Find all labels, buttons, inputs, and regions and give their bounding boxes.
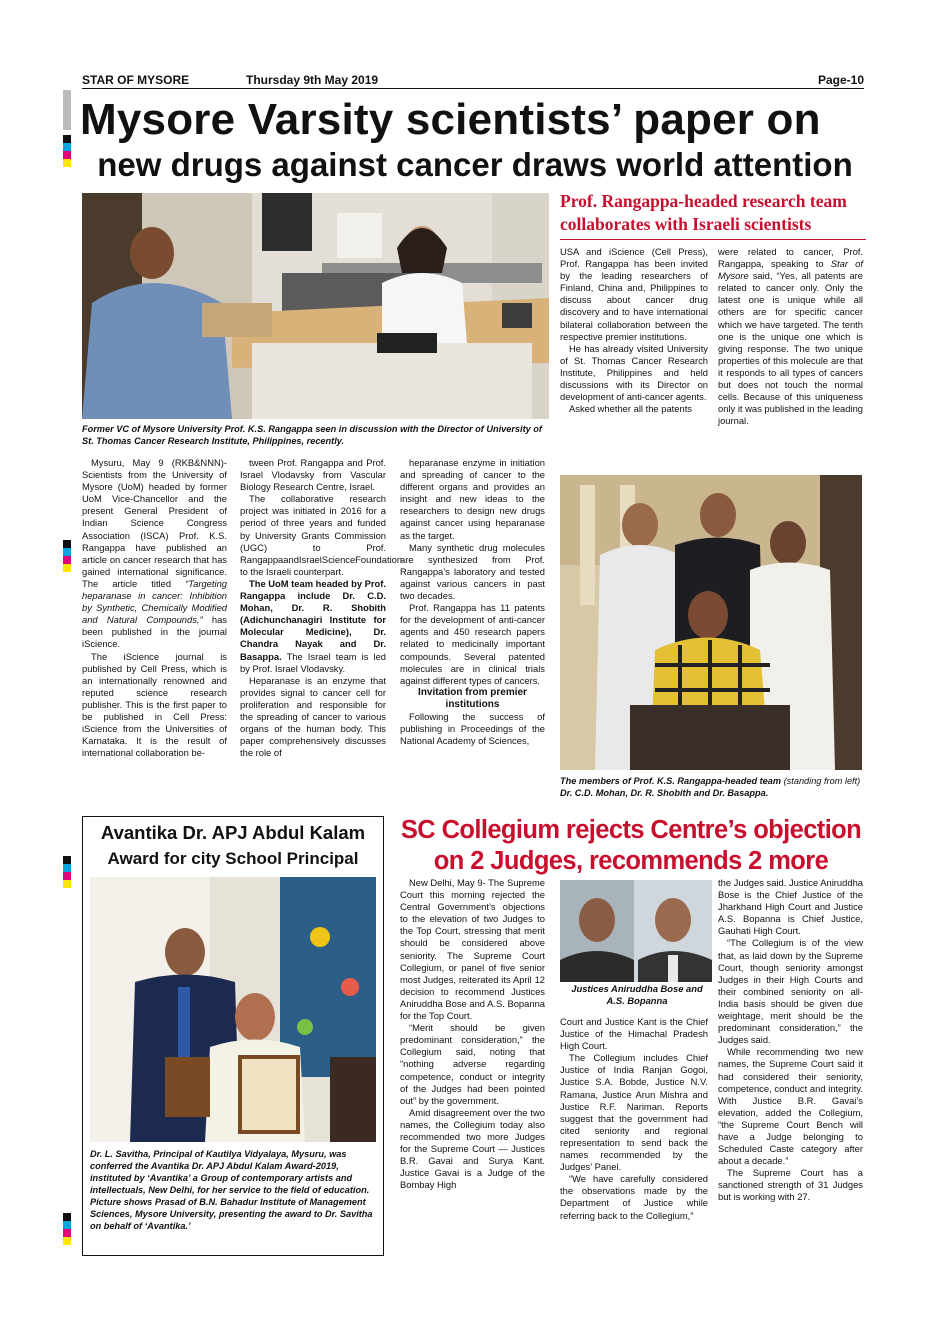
photo2-caption [560, 775, 866, 799]
award-title-line2: Award for city School Principal [107, 849, 359, 868]
paragraph: Prof. Rangappa has 11 patents for the development of anti-cancer agents and 450 research papers related to medicinally important compounds. Several patented molecules are in clinical trials against different types of cancers. [400, 602, 545, 686]
paragraph: He has already visited University of St. Thomas Cancer Research Institute, Philippines and held discussions with its Director on development of anti-cancer agents. [560, 342, 708, 403]
paragraph: The Collegium includes Chief Justice of India Ranjan Gogoi, Justice S.A. Bobde, Justice N.V. Ramana, Justice Arun Mishra and Justice R.F. Nariman. Reports suggest that the government had cited seniority and regional representation to send back the names recommended by the Judges’ Panel. [560, 1052, 708, 1173]
article1-column-3 [400, 457, 545, 747]
paragraph: heparanase enzyme in initiation and spreading of cancer to the different organs and provides an insight and new ideas to the researchers to design new drugs against cancer using heparanase as the target. [400, 457, 545, 541]
registration-bar [63, 90, 71, 130]
issue-date: Thursday 9th May 2019 [246, 73, 379, 87]
article1-column-2 [240, 457, 403, 759]
registration-mark [63, 856, 71, 888]
paragraph: The iScience journal is published by Cell Press, which is an internationally renowned and reputed science research publisher. This is the first paper to be published in Cell Press: iScience from the Universities of Karnataka. It is the result of international collaboration be- [82, 650, 227, 759]
paragraph: “The Collegium is of the view that, as laid down by the Supreme Court, though seniority amongst Judges in their High Courts and their combined seniority on all-India basis should be given due weightage, merit should be the predominant consideration,” the Judges said. [718, 937, 863, 1046]
paragraph: While recommending two new names, the Supreme Court said it had considered their seniority, competence, conduct and integrity. With Justice B.R. Gavai’s elevation, added the Collegium, “the Supreme Court Bench will have a Judge belonging to Scheduled Caste category after about a decade.” [718, 1046, 863, 1167]
subheading-line2: collaborates with Israeli scientists [560, 214, 812, 234]
masthead [82, 71, 864, 89]
article1-column-1 [82, 457, 227, 759]
judges-caption: Justices Aniruddha Bose and A.S. Bopanna [571, 983, 703, 1006]
paragraph: were related to cancer, Prof. Rangappa, speaking to [718, 246, 863, 270]
collegium-column-1 [400, 877, 545, 1191]
paragraph: tween Prof. Rangappa and Prof. Israel Vlodavsky from Vascular Biology Research Centre, Israel. [240, 457, 386, 493]
paragraph: said, “Yes, all patents are related to cancer only. Only the latest one is unique while all others are for specific cancer which we have targeted. The tenth one is the unique one which is giving response. The two unique properties of this molecule are that it responds to all types of cancers but does not touch the normal cells. Because of this uniqueness only it was published in the leading journal. [718, 270, 863, 427]
paragraph: USA and iScience (Cell Press), Prof. Rangappa has been invited by the leading researchers of Finland, China and, Philippines to discuss about cancer drug discovery and to have international bilateral collaboration between the respective premier institutions. [560, 246, 708, 342]
paragraph: Mysuru, May 9 (RKB&NNN)- Scientists from the University of Mysore (UoM) headed by former UoM Vice-Chancellor and the present General President of Indian Science Congress Association (ISCA) Prof. K.S. Rangappa have published an article on cancer research that has gained international significance. The article titled [82, 457, 227, 589]
registration-mark [63, 1213, 71, 1245]
paragraph: “Merit should be given predominant consideration,” the Collegium said, noting that “nothing adverse regarding competence, conduct or integrity of the Judges had been pointed out” by the government. [400, 1022, 545, 1106]
paragraph: Following the success of publishing in Proceedings of the National Academy of Sciences, [400, 710, 545, 747]
paragraph: The Supreme Court has a sanctioned strength of 31 Judges but is working with 27. [718, 1167, 863, 1203]
subheading [560, 190, 866, 236]
paragraph: The Israel team is led by Prof. Israel Vlodavsky. [240, 650, 386, 674]
paragraph: Amid disagreement over the two names, the Collegium today also recommended two more Judges for the Supreme Court — Justices B.R. Gavai and Surya Kant. Justice Gavai is a Judge of the Bombay High [400, 1106, 545, 1191]
paper-mention: Star of Mysore [718, 258, 863, 282]
caption-part: The members of Prof. K.S. Rangappa-headed team [560, 776, 782, 786]
main-headline-line1: Mysore Varsity scientists’ paper on [80, 95, 821, 144]
team-photo [560, 475, 862, 770]
registration-mark [63, 540, 71, 572]
subheading-rule [560, 239, 866, 240]
page-number: Page-10 [817, 73, 864, 87]
article-title: “Targeting heparanase in cancer: Inhibition by Synthetic, Chemically Modified and Natural Compounds,” [82, 577, 227, 626]
team-names: The UoM team headed by Prof. Rangappa include Dr. C.D. Mohan, Dr. R. Shobith (Adichunchanagiri Institute for Molecular Medicine), Dr. Chandra Nayak and Dr. Basappa. [240, 577, 386, 662]
collegium-headline-line2: on 2 Judges, recommends 2 more [433, 847, 829, 875]
article1-column-5 [718, 246, 863, 427]
main-headline-line2: new drugs against cancer draws world attention [97, 146, 853, 183]
article1-column-4 [560, 246, 708, 415]
paragraph: Court and Justice Kant is the Chief Justice of the Himachal Pradesh High Court. [560, 1016, 708, 1052]
paragraph: New Delhi, May 9- The Supreme Court this morning rejected the Central Government’s objections to the elevation of two Judges to the Top Court, stressing that merit should be considered above seniority. The Supreme Court Collegium, or panel of five senior most Judges, reiterated its April 12 decision to recommend Justices Aniruddha Bose and A.S. Bopanna for the Top Court. [400, 877, 545, 1022]
award-photo [90, 877, 376, 1142]
award-caption: Dr. L. Savitha, Principal of Kautilya Vidyalaya, Mysuru, was conferred the Avantika Dr. APJ Abdul Kalam Award-2019, instituted by ‘Avantika’ a Group of contemporary artists and intellectuals, New Delhi, for her service to the field of education. Picture shows Prasad of B.N. Bahadur Institute of Management Sciences, Mysore University, presenting the award to Dr. Savitha on behalf of ‘Avantika.’ [90, 1149, 373, 1231]
collegium-column-3 [718, 877, 863, 1204]
photo1-caption: Former VC of Mysore University Prof. K.S. Rangappa seen in discussion with the Director of University of St. Thomas Cancer Research Institute, Philippines, recently. [82, 424, 542, 446]
paragraph: The collaborative research project was initiated in 2016 for a period of three years and funded by University Grants Commission (UGC) to Prof. RangappaandIsraelScienceFoundation to the Israeli counterpart. [240, 493, 403, 577]
caption-part: (standing from left) [783, 776, 861, 786]
judges-photo [560, 880, 712, 982]
paragraph: the Judges said. Justice Aniruddha Bose is the Chief Justice of the Jharkhand High Court and Justice A.S. Bopanna is Chief Justice, Gauhati High Court. [718, 877, 863, 937]
section-subhead: Invitation from premier institutions [418, 686, 527, 710]
paper-name: STAR OF MYSORE [82, 73, 190, 87]
award-title-line1: Avantika Dr. APJ Abdul Kalam [100, 822, 366, 843]
collegium-column-2 [560, 1016, 708, 1222]
registration-mark [63, 135, 71, 167]
paragraph: has been published in the journal iScience. [82, 614, 227, 650]
collegium-headline-line1: SC Collegium rejects Centre’s objection [400, 816, 862, 844]
discussion-photo [82, 193, 549, 419]
subheading-line1: Prof. Rangappa-headed research team [560, 191, 847, 211]
caption-part: Dr. C.D. Mohan, Dr. R. Shobith and Dr. Basappa. [560, 788, 769, 798]
paragraph: Heparanase is an enzyme that provides signal to cancer cell for proliferation and responsible for the spreading of cancer to various organs of the human body. This paper comprehensively discusses the role of [240, 674, 386, 759]
paragraph: Asked whether all the patents [569, 403, 692, 415]
paragraph: Many synthetic drug molecules are synthesized from Prof. Rangappa’s laboratory and tested against various cancers in past two decades. [400, 541, 545, 602]
paragraph: “We have carefully considered the observations made by the Department of Justice while referring back to the Collegium,” [560, 1173, 708, 1221]
